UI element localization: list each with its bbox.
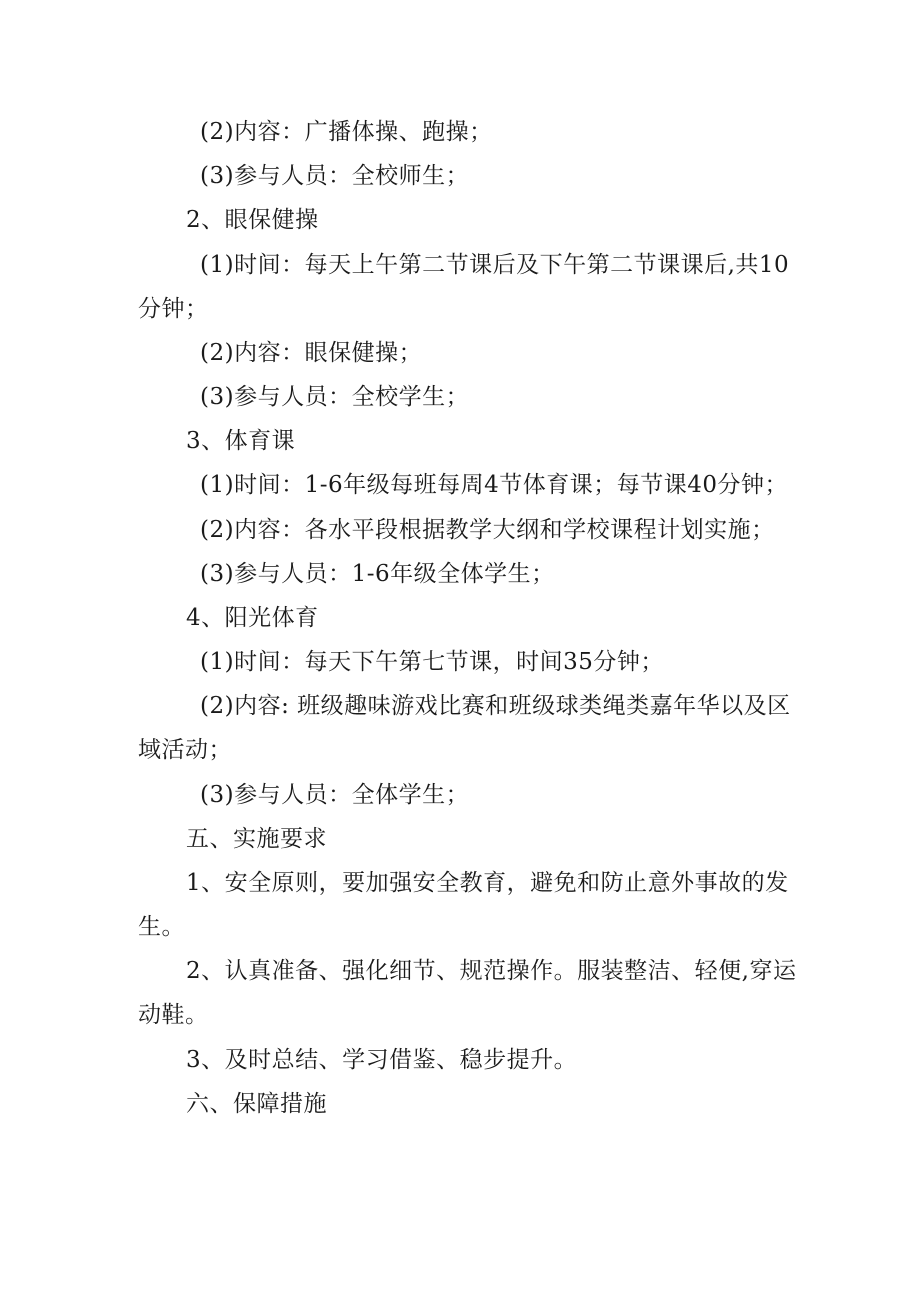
- section-heading-sunshine-sports: 4、阳光体育: [186, 605, 319, 631]
- section-heading-eye-exercise: 2、眼保健操: [186, 207, 319, 233]
- requirement-item-preparation-continued: 动鞋。: [138, 1002, 209, 1028]
- section-heading-safeguard-measures: 六、保障措施: [186, 1091, 327, 1117]
- content-item-pe-class: (2)内容：各水平段根据教学大纲和学校课程计划实施；: [200, 517, 775, 543]
- requirement-item-summary: 3、及时总结、学习借鉴、稳步提升。: [186, 1047, 578, 1073]
- content-item-sunshine-sports: (2)内容: 班级趣味游戏比赛和班级球类绳类嘉年华以及区: [200, 693, 791, 719]
- requirement-item-safety-continued: 生。: [138, 914, 185, 940]
- content-item-broadcast-exercise: (2)内容：广播体操、跑操；: [200, 119, 493, 145]
- section-heading-implementation-requirements: 五、实施要求: [186, 826, 327, 852]
- participants-item-all-students: (3)参与人员：全校学生；: [200, 384, 470, 410]
- section-heading-pe-class: 3、体育课: [186, 428, 296, 454]
- requirement-item-safety: 1、安全原则，要加强安全教育，避免和防止意外事故的发: [186, 870, 789, 896]
- participants-item-all-staff: (3)参与人员：全校师生；: [200, 163, 470, 189]
- time-item-pe-class: (1)时间：1-6年级每班每周4节体育课；每节课40分钟；: [200, 472, 789, 498]
- time-item-sunshine-sports: (1)时间：每天下午第七节课，时间35分钟；: [200, 649, 664, 675]
- requirement-item-preparation: 2、认真准备、强化细节、规范操作。服装整洁、轻便,穿运: [186, 958, 797, 984]
- participants-item-grades: (3)参与人员：1-6年级全体学生；: [200, 561, 555, 587]
- content-item-sunshine-sports-continued: 域活动；: [138, 737, 232, 763]
- participants-item-all-students-sunshine: (3)参与人员：全体学生；: [200, 782, 470, 808]
- content-item-eye-exercise: (2)内容：眼保健操；: [200, 340, 423, 366]
- time-item-eye-exercise: (1)时间：每天上午第二节课后及下午第二节课课后,共10: [200, 252, 790, 278]
- time-item-eye-exercise-continued: 分钟；: [138, 296, 209, 322]
